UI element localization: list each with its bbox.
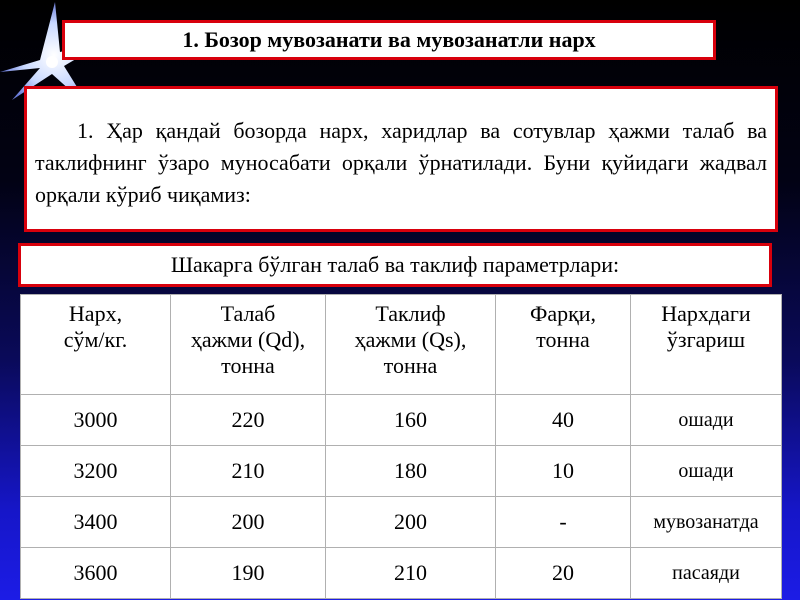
table-row — [21, 446, 782, 497]
cell-price-change: пасаяди — [631, 548, 782, 599]
cell-difference: 20 — [496, 548, 631, 599]
cell-supply: 200 — [326, 497, 496, 548]
cell-price-change: ошади — [631, 395, 782, 446]
intro-paragraph: 1. Ҳар қандай бозорда нарх, харидлар ва сотувлар ҳажми талаб ва таклифнинг ўзаро муносабати орқали ўрнатилади. Буни қуйидаги жадвал орқали кўриб чиқамиз: — [24, 86, 778, 232]
cell-price: 3000 — [21, 395, 171, 446]
cell-supply: 180 — [326, 446, 496, 497]
cell-difference: - — [496, 497, 631, 548]
table-header-row — [21, 295, 782, 395]
cell-price-change: ошади — [631, 446, 782, 497]
supply-demand-table — [20, 294, 782, 599]
header-price-change: Нархдаги ўзгариш — [631, 295, 782, 395]
table-caption: Шакарга бўлган талаб ва таклиф параметрлари: — [18, 243, 772, 287]
cell-demand: 220 — [171, 395, 326, 446]
table-row — [21, 548, 782, 599]
cell-price-change: мувозанатда — [631, 497, 782, 548]
header-price: Нарх, сўм/кг. — [21, 295, 171, 395]
cell-demand: 210 — [171, 446, 326, 497]
cell-price: 3400 — [21, 497, 171, 548]
cell-supply: 160 — [326, 395, 496, 446]
header-difference: Фарқи, тонна — [496, 295, 631, 395]
cell-demand: 190 — [171, 548, 326, 599]
cell-demand: 200 — [171, 497, 326, 548]
cell-difference: 10 — [496, 446, 631, 497]
header-supply: Таклиф ҳажми (Qs), тонна — [326, 295, 496, 395]
cell-difference: 40 — [496, 395, 631, 446]
cell-price: 3600 — [21, 548, 171, 599]
table-row — [21, 395, 782, 446]
slide-title: 1. Бозор мувозанати ва мувозанатли нарх — [62, 20, 716, 60]
header-demand: Талаб ҳажми (Qd), тонна — [171, 295, 326, 395]
cell-supply: 210 — [326, 548, 496, 599]
cell-price: 3200 — [21, 446, 171, 497]
table-row — [21, 497, 782, 548]
